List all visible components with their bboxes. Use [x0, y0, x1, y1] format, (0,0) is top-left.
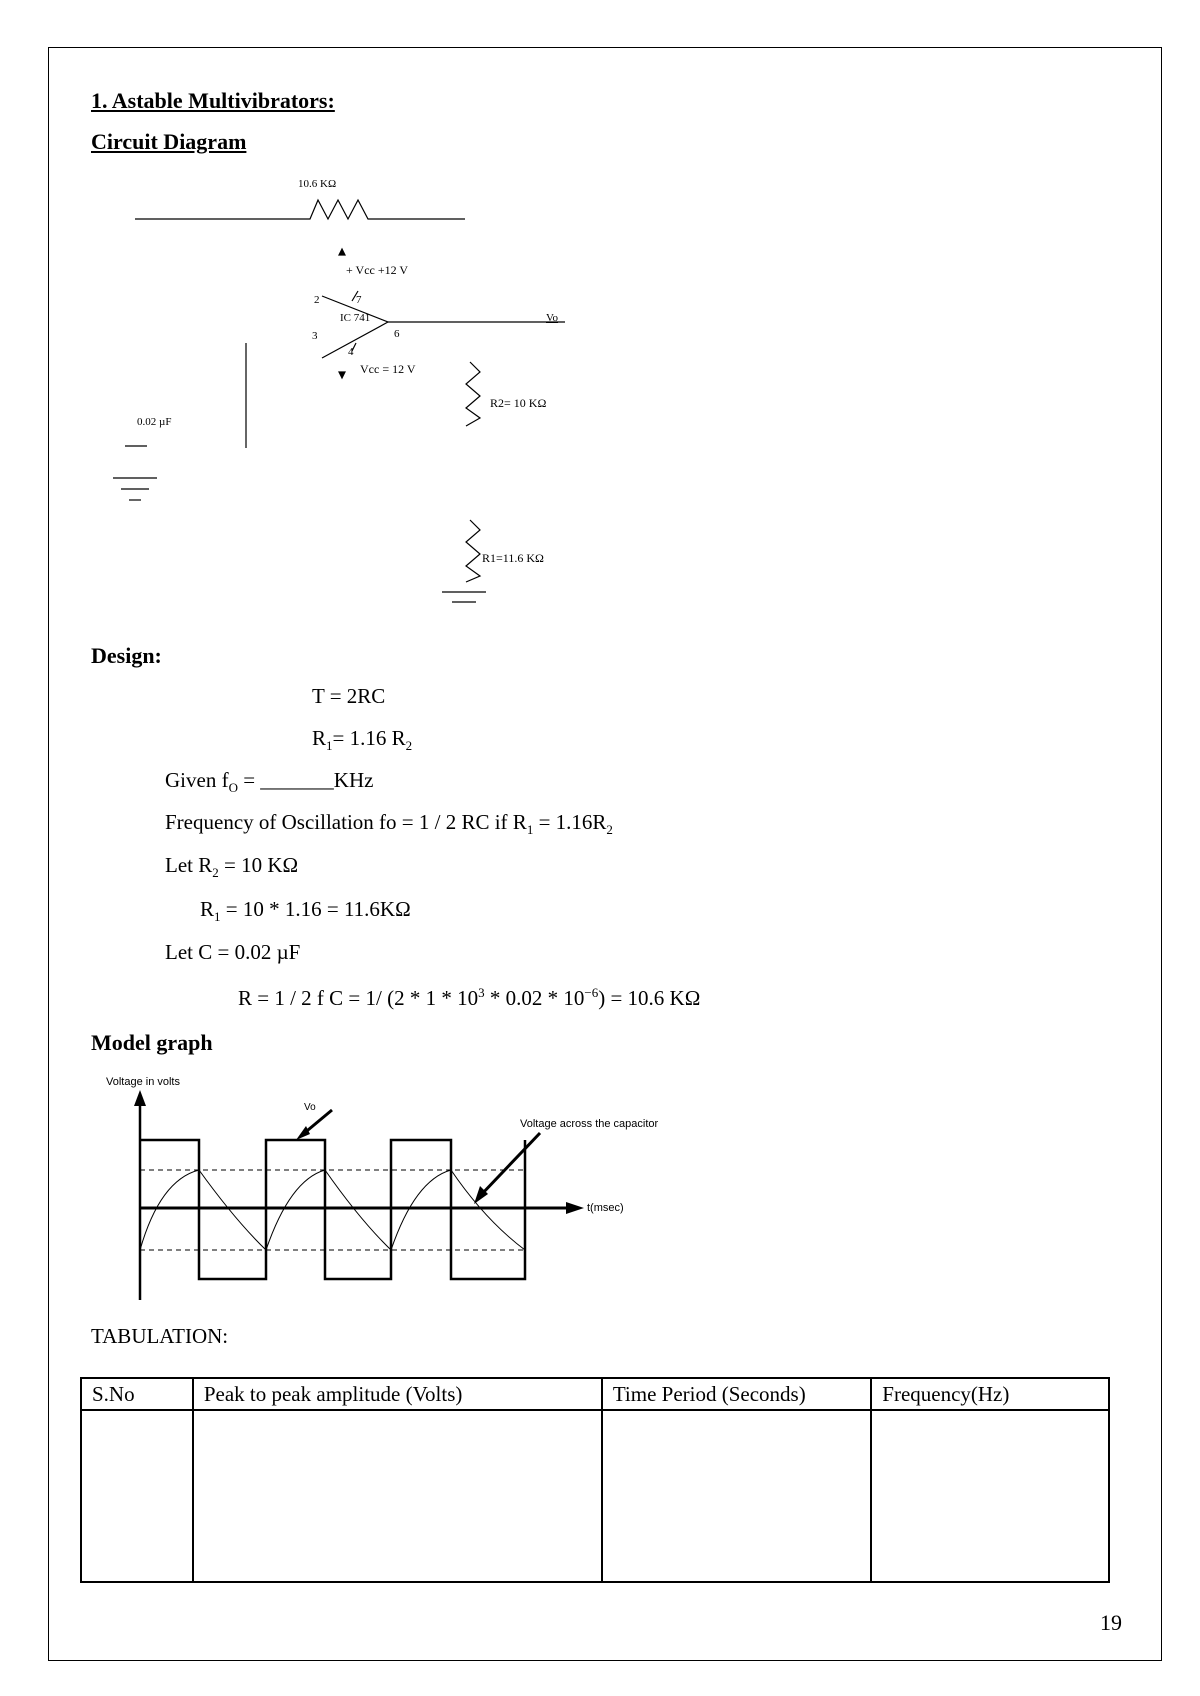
pin-6: 6 — [394, 328, 400, 340]
table-cell[interactable] — [602, 1410, 871, 1582]
eq-ratio: $R_1= 1.16$ $R_2$ — [312, 726, 413, 754]
r-calc: R = 1 / 2 f C = 1/ $(2 * 1 * 10^3 * 0.02 * 10^{-6}) = 10.6$ KΩ — [238, 985, 701, 1010]
pin-3: 3 — [312, 330, 318, 342]
table-cell[interactable] — [871, 1410, 1109, 1582]
r2-label: R2= 10 KΩ — [490, 396, 547, 410]
header-frequency: Frequency(Hz) — [871, 1378, 1109, 1410]
pin-2: 2 — [314, 294, 320, 306]
vcc-pos-label: + Vcc +12 V — [346, 263, 409, 277]
x-axis-arrow-icon — [566, 1202, 584, 1214]
table-cell[interactable] — [193, 1410, 602, 1582]
given-fo: Given $f_O$ = _______KHz — [165, 768, 374, 796]
y-axis-label: Voltage in volts — [106, 1076, 180, 1088]
r1-label: R1=11.6 KΩ — [482, 551, 544, 565]
ic-label: IC 741 — [340, 312, 371, 324]
let-r2: Let $R_2 = 10$ KΩ — [165, 853, 299, 881]
circuit-heading: Circuit Diagram — [91, 129, 247, 154]
header-period: Time Period (Seconds) — [602, 1378, 871, 1410]
vo-graph-label: Vo — [304, 1102, 316, 1113]
t-axis-label: t(msec) — [587, 1202, 624, 1214]
page-number: 19 — [1100, 1610, 1122, 1635]
table-row — [81, 1410, 1109, 1582]
table-header-row — [81, 1378, 1109, 1410]
freq-oscillation: Frequency of Oscillation fo = 1 / 2 RC if $R_1 = 1.16R_2$ — [165, 810, 613, 838]
y-axis-arrow-icon — [134, 1090, 146, 1106]
design-heading: Design: — [91, 643, 162, 668]
table-cell[interactable] — [81, 1410, 193, 1582]
header-sno: S.No — [81, 1378, 193, 1410]
vcc-neg-label: Vcc = 12 V — [360, 362, 416, 376]
eq-period: T = 2RC — [312, 684, 386, 708]
tabulation-table — [80, 1377, 1110, 1583]
vo-pointer-arrow-icon — [296, 1126, 310, 1140]
model-graph-heading: Model graph — [91, 1030, 213, 1055]
cap-pointer — [480, 1133, 540, 1196]
vo-label: Vo — [546, 312, 559, 324]
tabulation-heading: TABULATION: — [91, 1324, 229, 1348]
cap-label: 0.02 µF — [137, 416, 172, 428]
cap-graph-label: Voltage across the capacitor — [520, 1118, 659, 1130]
header-amplitude: Peak to peak amplitude (Volts) — [193, 1378, 602, 1410]
r1-calc: $R_1 = 10 * 1.16 = 11.6K\Omega$ — [200, 897, 411, 925]
pin-4: 4 — [348, 346, 354, 358]
let-c: Let C = 0.02 µF — [165, 940, 301, 964]
page-title: 1. Astable Multivibrators: — [91, 88, 335, 113]
pin-7: 7 — [356, 294, 362, 306]
r-top-label: 10.6 KΩ — [298, 178, 337, 190]
